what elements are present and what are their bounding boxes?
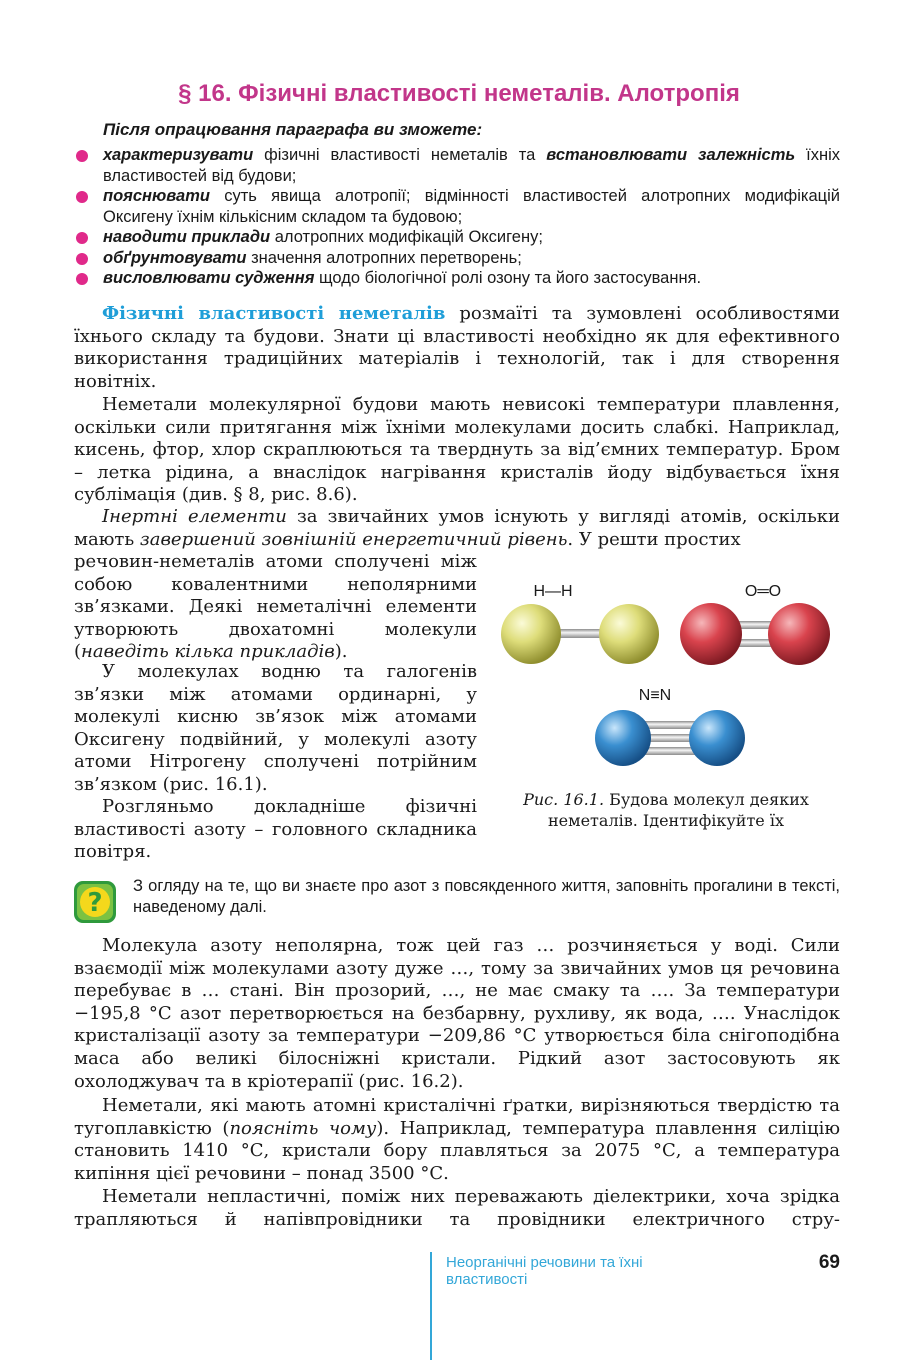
hydrogen-formula: H—H	[533, 583, 573, 600]
objective-keyword: висловлювати судження	[103, 269, 315, 287]
objective-keyword: обґрунтовувати	[103, 248, 247, 267]
figure-caption	[493, 789, 839, 831]
objective-text: фізичні властивості неметалів та	[253, 146, 547, 164]
paragraph-text: Розгляньмо докладніше фізичні властивості азоту – головного складника повітря.	[74, 796, 477, 863]
bullet-dot	[76, 273, 88, 285]
paragraph-physical-properties	[74, 303, 840, 393]
paragraph-text: ). Наприклад, температура плавлення силіцію становить 1410 °С, кристали бору плавляться за 2075 °С, а температура кипіння цієї речовини – понад 3500 °С.	[74, 1117, 841, 1184]
molecule-figure	[493, 568, 839, 784]
section-title: § 16. Фізичні властивості неметалів. Алотропія	[178, 80, 740, 107]
question-icon	[73, 880, 117, 924]
nitrogen-molecule	[595, 687, 745, 766]
objective-keyword: встановлювати залежність	[546, 146, 796, 164]
paragraph-inert-elements	[74, 506, 840, 551]
italic-term: завершений зовнішній енергетичний рівень	[139, 528, 568, 550]
nitrogen-atom	[595, 710, 651, 766]
paragraph-atomic-lattice	[74, 1095, 840, 1185]
objective-keyword: пояснювати	[103, 187, 210, 205]
objective-keyword: характеризувати	[103, 146, 254, 164]
objective-item	[74, 248, 840, 269]
bullet-dot	[76, 150, 88, 162]
objective-keyword: наводити приклади	[103, 228, 271, 246]
bullet-dot	[76, 232, 88, 244]
objective-text: щодо біологічної ролі озону та його застосування.	[314, 269, 702, 287]
paragraph-text: за звичайних умов існують у вигляді атомів, оскільки мають	[74, 506, 840, 550]
hydrogen-atom	[599, 604, 659, 664]
bullet-dot	[76, 191, 88, 203]
oxygen-molecule	[680, 583, 830, 665]
paragraph-text: розмаїті та зумовлені особливостями їхнього складу та будови. Знати ці властивості необхідно як для ефективного використання традиційних матеріалів і технологій, так і для створення новітніх.	[74, 303, 840, 392]
oxygen-formula: O═O	[744, 583, 782, 600]
caption-text: Будова молекул деяких неметалів. Ідентифікуйте їх	[548, 790, 809, 830]
nitrogen-atom	[689, 710, 745, 766]
paragraph-covalent-bonds	[74, 551, 477, 664]
nitrogen-formula: N≡N	[638, 687, 672, 704]
paragraph-text: Неметали молекулярної будови мають невисокі температури плавлення, оскільки сили притягання між їхніми молекулами досить слабкі. Наприклад, кисень, фтор, хлор скраплюються та тверднуть за від’ємних температур. Бром – летка рідина, а внаслідок нагрівання кристалів йоду відбувається їхня сублімація (див. § 8, рис. 8.6).	[74, 394, 840, 506]
paragraph-text: У молекулах водню та галогенів зв’язки між атомами ординарні, у молекулі кисню зв’язок між атомами Оксигену подвійний, у молекулі азоту атоми Нітрогену сполучені потрійним зв’язком (рис. 16.1).	[74, 661, 477, 795]
objectives-list	[74, 145, 840, 289]
paragraph-bond-types	[74, 661, 477, 797]
paragraph-text: Молекула азоту неполярна, тож цей газ … розчиняється у воді. Сили взаємодії між молекулами азоту дуже …, тому за звичайних умов ця речовина перебуває в … стані. Він прозорий, …, не має смаку та …. За температури −195,8 °С азот перетворюється на безбарвну, рухливу, як вода, …. Унаслідок кристалізації азоту за температури −209,86 °С утворюється біла снігоподібна маса або великі білосніжні кристали. Рідкий азот застосовують як охолоджувач та в кріотерапії (рис. 16.2).	[74, 935, 840, 1092]
paragraph-nitrogen-properties	[74, 935, 840, 1093]
objectives-intro: Після опрацювання параграфа ви зможете:	[103, 120, 483, 139]
objective-item	[74, 227, 840, 248]
italic-term: наведіть кілька прикладів	[81, 641, 335, 663]
objective-item	[74, 145, 840, 186]
paragraph-conductivity	[74, 1186, 840, 1231]
bullet-dot	[76, 253, 88, 265]
objective-text: їхніх властивостей від будови;	[103, 146, 841, 185]
paragraph-text: Неметали, які мають атомні кристалічні ґратки, вирізняються твердістю та тугоплавкістю (	[74, 1095, 840, 1139]
objective-text: алотропних модифікацій Оксигену;	[270, 228, 543, 246]
oxygen-atom	[680, 603, 742, 665]
footer-divider	[430, 1252, 432, 1360]
paragraph-text: речовин-неметалів атоми сполучені між собою ковалентними неполярними зв’язками. Деякі неметалічні елементи утворюють двохатомні молекули (	[74, 551, 477, 663]
svg-text:?: ?	[87, 888, 103, 918]
objective-text: суть явища алотропії; відмінності властивостей алотропних модифікацій Оксигену їхнім кількісним складом та будовою;	[103, 187, 840, 226]
objective-text: значення алотропних перетворень;	[246, 248, 522, 267]
page-number: 69	[818, 1252, 840, 1273]
paragraph-text: ).	[334, 641, 348, 663]
italic-term: Інертні елементи	[102, 506, 287, 527]
paragraph-nitrogen-intro	[74, 796, 477, 864]
objective-item	[74, 186, 840, 227]
paragraph-molecular-nonmetals	[74, 394, 840, 507]
italic-term: поясніть чому	[229, 1117, 377, 1139]
question-text: З огляду на те, що ви знаєте про азот з повсякденного життя, заповніть прогалини в тексті, наведеному далі.	[133, 877, 840, 916]
caption-label: Рис. 16.1.	[523, 790, 605, 809]
paragraph-text: . У решти простих	[567, 528, 741, 550]
objective-item	[74, 268, 840, 289]
paragraph-text: Неметали непластичні, поміж них переважають діелектрики, хоча зрідка трапляються й напівпровідники та провідники електричного стру-	[74, 1186, 840, 1230]
hydrogen-atom	[501, 604, 561, 664]
oxygen-atom	[768, 603, 830, 665]
highlight-term: Фізичні властивості неметалів	[102, 303, 446, 324]
hydrogen-molecule	[501, 583, 659, 664]
footer-section-title: Неорганічні речовини та їхні властивості	[446, 1254, 643, 1288]
